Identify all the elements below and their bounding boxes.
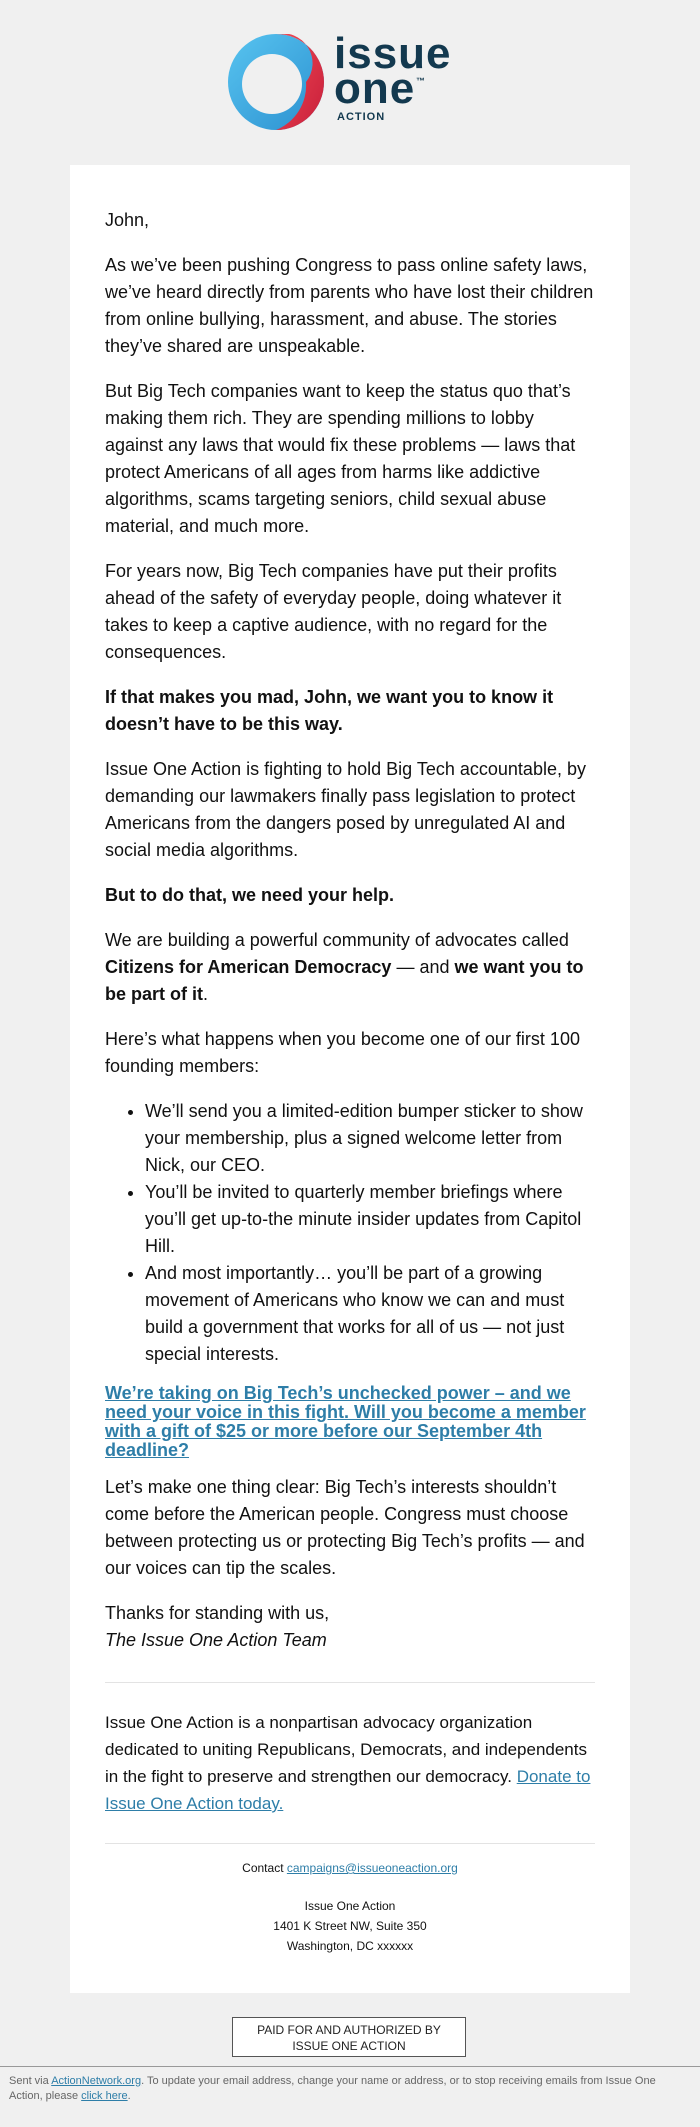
paragraph-3: For years now, Big Tech companies have put their profits ahead of the safety of everyday people, doing whatever it takes to keep a captive audience, with no regard for the consequences. <box>105 561 562 662</box>
contact-info <box>105 1858 595 1956</box>
city-address: Washington, DC xxxxxx <box>286 1939 414 1953</box>
p7-text-c: — and <box>391 957 455 977</box>
logo-ring-icon <box>228 34 324 130</box>
p7-text-e: . <box>203 984 209 1004</box>
address-block <box>105 1896 595 1956</box>
street-address: 1401 K Street NW, Suite 350 <box>273 1919 427 1933</box>
contact-label: Contact <box>242 1861 287 1875</box>
org-name: Issue One Action <box>304 1899 396 1913</box>
community-name: Citizens for American Democracy <box>105 957 392 977</box>
donate-cta-link[interactable]: We’re taking on Big Tech’s unchecked power – and we need your voice in this fight. Will you become a member with a gift of $25 or more before our September 4th deadline? <box>105 1383 586 1460</box>
closing: Thanks for standing with us, <box>105 1603 330 1623</box>
action-network-link[interactable]: ActionNetwork.org <box>51 2075 142 2087</box>
sent-via-footer <box>9 2074 689 2104</box>
p7-text-a: We are building a powerful community of advocates called <box>105 930 569 950</box>
about-paragraph <box>105 1709 595 1817</box>
benefits-list <box>105 1098 595 1368</box>
paragraph-1: As we’ve been pushing Congress to pass online safety laws, we’ve heard directly from parents who have lost their children from online bullying, harassment, and abuse. The stories they’ve shared are unspeakable. <box>105 255 594 356</box>
footer-text: . To update your email address, change your name or address, or to stop receiving emails from Issue One Action, please <box>9 2075 656 2102</box>
list-item: • And most importantly… you’ll be part of a growing movement of Americans who know we can and must build a government that works for all of us — not just special interests. <box>145 1260 595 1368</box>
sent-via-label: Sent via <box>9 2075 52 2087</box>
logo-word-one: one <box>334 64 416 113</box>
list-item: • We’ll send you a limited-edition bumper sticker to show your membership, plus a signed welcome letter from Nick, our CEO. <box>145 1098 595 1179</box>
greeting: John, <box>105 210 150 230</box>
paragraph-4 <box>105 684 595 738</box>
divider <box>105 1682 595 1683</box>
paragraph-2: But Big Tech companies want to keep the status quo that’s making them rich. They are spending millions to lobby against any laws that would fix these problems — laws that protect Americans of all ages from harms like addictive algorithms, scams targeting seniors, child sexual abuse material, and much more. <box>105 381 576 536</box>
logo-word-action: ACTION <box>337 111 386 123</box>
paid-for-line-1: PAID FOR AND AUTHORIZED BY <box>257 2023 441 2037</box>
paragraph-8: Here’s what happens when you become one of our first 100 founding members: <box>105 1029 580 1076</box>
footer-divider <box>0 2066 700 2067</box>
issue-one-action-logo <box>228 29 468 134</box>
contact-line <box>105 1858 595 1878</box>
list-item: • You’ll be invited to quarterly member briefings where you’ll get up-to-the minute insider updates from Capitol Hill. <box>145 1179 595 1260</box>
invitation: we want you to be part of it <box>105 957 584 1004</box>
help-statement: But to do that, we need your help. <box>105 885 395 905</box>
unsubscribe-link[interactable]: click here <box>81 2090 128 2102</box>
divider <box>105 1843 595 1844</box>
paid-for-line-2: ISSUE ONE ACTION <box>292 2039 406 2053</box>
about-text: Issue One Action is a nonpartisan advocacy organization dedicated to uniting Republicans, Democrats, and independents in the fight to preserve and strengthen our democracy. <box>105 1713 587 1786</box>
signature: The Issue One Action Team <box>105 1630 327 1650</box>
paid-for-disclaimer <box>232 2017 466 2057</box>
email-card <box>70 165 630 1993</box>
paragraph-7 <box>105 927 595 1008</box>
contact-email-link[interactable]: campaigns@issueoneaction.org <box>286 1861 458 1875</box>
donate-link[interactable]: Donate to Issue One Action today. <box>105 1767 591 1813</box>
logo-word-issue: issue <box>334 29 452 78</box>
paragraph-9: Let’s make one thing clear: Big Tech’s interests shouldn’t come before the American people. Congress must choose between protecting us or protecting Big Tech’s profits — and our voices can tip the scales. <box>105 1477 585 1578</box>
email-body <box>105 207 595 1956</box>
paragraph-5: Issue One Action is fighting to hold Big Tech accountable, by demanding our lawmakers finally pass legislation to protect Americans from the dangers posed by unregulated AI and social media algorithms. <box>105 759 586 860</box>
logo-trademark: ™ <box>416 76 425 86</box>
footer-end: . <box>127 2090 131 2102</box>
bold-statement: If that makes you mad, John, we want you to know it doesn’t have to be this way. <box>105 687 554 734</box>
paragraph-6 <box>105 882 595 909</box>
closing-block <box>105 1600 595 1654</box>
